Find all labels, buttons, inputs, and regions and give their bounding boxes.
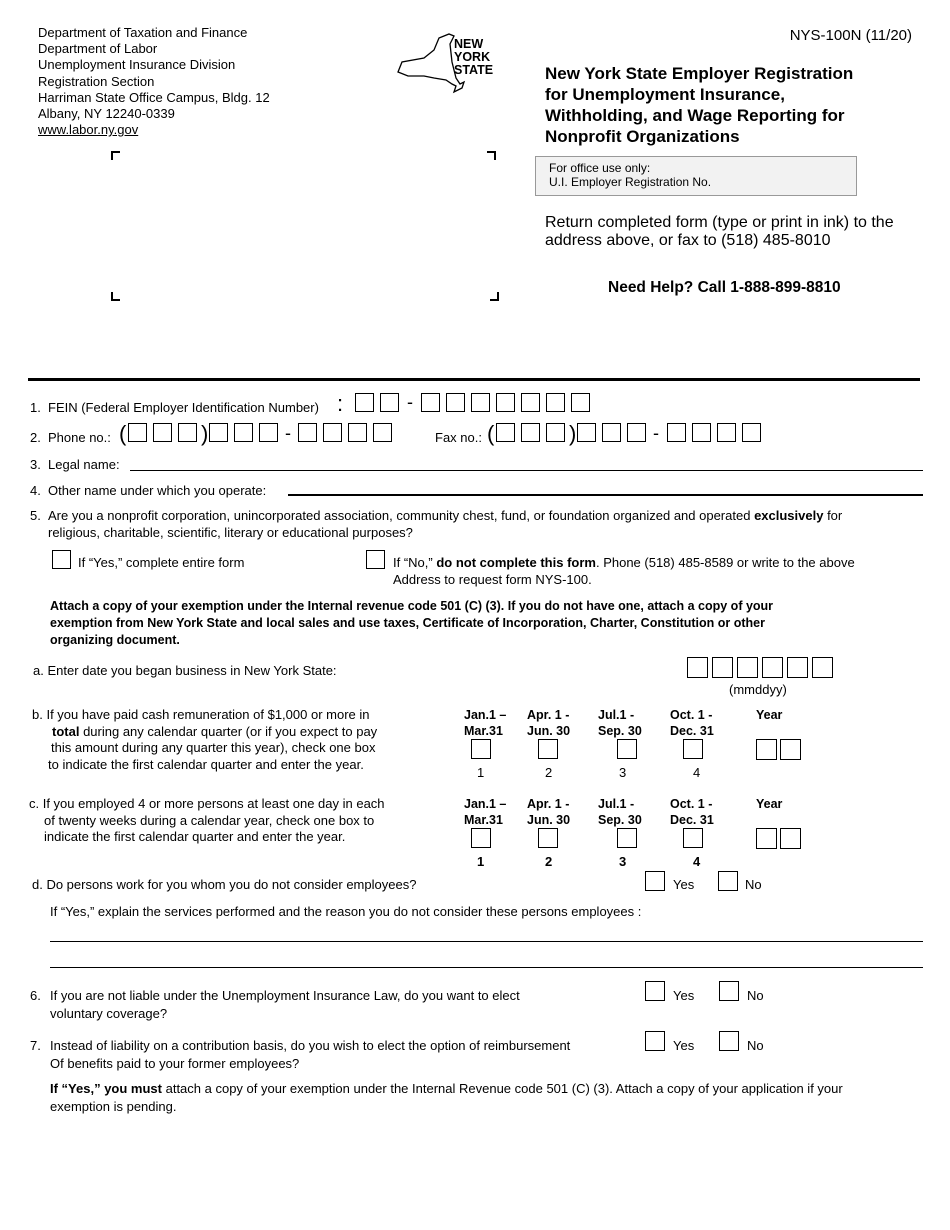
fax-digit-box[interactable] <box>692 423 711 442</box>
qc-quarter-header: Oct. 1 - Dec. 31 <box>670 797 714 827</box>
q6-question: If you are not liable under the Unemployment Insurance Law, do you want to elect voluntary coverage? <box>50 988 520 1021</box>
corner-mark <box>490 292 499 301</box>
fein-colon: : <box>337 391 344 416</box>
qd-explain-prompt: If “Yes,” explain the services performed and the reason you do not consider these persons employees : <box>50 904 642 919</box>
qd-explain-line[interactable] <box>50 941 923 942</box>
fax-digit-box[interactable] <box>546 423 565 442</box>
fein-digit-box[interactable] <box>521 393 540 412</box>
qb-year-digit-box[interactable] <box>756 739 777 760</box>
date-digit-box[interactable] <box>762 657 783 678</box>
qb-year-digit-box[interactable] <box>780 739 801 760</box>
fein-dash: - <box>407 392 413 412</box>
other-name-label: Other name under which you operate: <box>48 483 267 498</box>
q6-no-checkbox[interactable] <box>719 981 739 1001</box>
qc-quarter-number: 4 <box>693 854 701 869</box>
logo-text: YORK <box>454 50 491 64</box>
fein-digit-box[interactable] <box>446 393 465 412</box>
fein-digit-box[interactable] <box>355 393 374 412</box>
form-id: NYS-100N (11/20) <box>789 27 912 44</box>
q6-number: 6. <box>30 988 41 1003</box>
fax-paren-close: ) <box>569 421 577 446</box>
fein-digit-box[interactable] <box>471 393 490 412</box>
legal-name-field[interactable] <box>130 470 923 471</box>
qb-quarter-number: 1 <box>477 765 485 780</box>
q4-number: 4. <box>30 483 41 498</box>
qc-quarter-number: 2 <box>545 854 553 869</box>
title-line: for Unemployment Insurance, <box>545 85 785 104</box>
ui-registration-field: U.I. Employer Registration No. <box>549 175 712 189</box>
address-line: Department of Labor <box>38 41 158 57</box>
qc-year-digit-box[interactable] <box>756 828 777 849</box>
corner-mark <box>487 151 496 160</box>
phone-digit-box[interactable] <box>373 423 392 442</box>
fax-digit-box[interactable] <box>577 423 596 442</box>
q7-question: Instead of liability on a contribution basis, do you wish to elect the option of reimbursement Of benefits paid to your former employees? <box>50 1038 571 1071</box>
q2-number: 2. <box>30 430 41 445</box>
phone-digit-box[interactable] <box>323 423 342 442</box>
fax-dash: - <box>653 423 659 443</box>
qb-quarter-header: Oct. 1 - Dec. 31 <box>670 708 714 738</box>
phone-digit-box[interactable] <box>128 423 147 442</box>
q3-number: 3. <box>30 457 41 472</box>
qa-label: a. Enter date you began business in New York State: <box>33 663 337 678</box>
attach-instructions: Attach a copy of your exemption under the Internal revenue code 501 (C) (3). If you do not have one, attach a copy of your exemption from New York State and local sales and use taxes, Certificate of Incorporation, Charter, Constitution or other organizing document. <box>50 599 774 647</box>
q7-no-checkbox[interactable] <box>719 1031 739 1051</box>
q6-no-label: No <box>747 988 764 1003</box>
fein-digit-box[interactable] <box>421 393 440 412</box>
qb-quarter-header: Apr. 1 - Jun. 30 <box>527 708 571 738</box>
q5-yes-label: If “Yes,” complete entire form <box>78 555 245 570</box>
logo-text: NEW <box>454 37 484 51</box>
qc-quarter-checkbox[interactable] <box>683 828 703 848</box>
qb-quarter-checkbox[interactable] <box>683 739 703 759</box>
q5-number: 5. <box>30 508 41 523</box>
q7-number: 7. <box>30 1038 41 1053</box>
phone-digit-box[interactable] <box>209 423 228 442</box>
date-digit-box[interactable] <box>787 657 808 678</box>
logo-text: STATE <box>454 63 494 77</box>
date-digit-box[interactable] <box>712 657 733 678</box>
address-line: Registration Section <box>38 73 155 89</box>
qc-year-header: Year <box>756 797 783 811</box>
q6-yes-label: Yes <box>673 988 695 1003</box>
nys-logo <box>394 32 504 98</box>
date-digit-box[interactable] <box>812 657 833 678</box>
other-name-field[interactable] <box>288 494 923 496</box>
corner-mark <box>111 151 120 160</box>
fein-digit-box[interactable] <box>496 393 515 412</box>
qd-label: d. Do persons work for you whom you do not consider employees? <box>32 877 417 892</box>
address-line: Unemployment Insurance Division <box>38 57 236 73</box>
qc-text: c. If you employed 4 or more persons at least one day in each of twenty weeks during a calendar year, check one box to indicate the first calendar quarter and enter the year. <box>29 796 385 844</box>
fax-digit-box[interactable] <box>521 423 540 442</box>
fax-digit-box[interactable] <box>667 423 686 442</box>
website-link[interactable]: www.labor.ny.gov <box>38 122 139 138</box>
qd-yes-checkbox[interactable] <box>645 871 665 891</box>
office-use-box <box>535 156 857 196</box>
phone-paren-open: ( <box>119 421 127 446</box>
q7-yes-label: Yes <box>673 1038 695 1053</box>
fax-digit-box[interactable] <box>742 423 761 442</box>
return-instructions: Return completed form (type or print in ink) to the address above, or fax to (518) 485-8010 <box>545 214 894 249</box>
title-line: Nonprofit Organizations <box>545 127 740 146</box>
qb-quarter-checkbox[interactable] <box>538 739 558 759</box>
fax-digit-box[interactable] <box>627 423 646 442</box>
address-line: Albany, NY 12240-0339 <box>38 106 175 122</box>
qc-quarter-number: 3 <box>619 854 627 869</box>
address-line: Harriman State Office Campus, Bldg. 12 <box>38 89 270 105</box>
qb-quarter-number: 3 <box>619 765 627 780</box>
help-line: Need Help? Call 1-888-899-8810 <box>608 279 841 296</box>
q1-number: 1. <box>30 400 41 415</box>
qd-no-checkbox[interactable] <box>718 871 738 891</box>
address-line: Department of Taxation and Finance <box>38 25 248 40</box>
qb-text: b. If you have paid cash remuneration of $1,000 or more in total during any calendar quarter (or if you expect to pay this amount during any quarter this year), check one box to indicate the first calendar quarter and enter the year. <box>32 707 378 772</box>
fein-digit-box[interactable] <box>546 393 565 412</box>
q7-yes-checkbox[interactable] <box>645 1031 665 1051</box>
q7-no-label: No <box>747 1038 764 1053</box>
q7-note: If “Yes,” you must attach a copy of your exemption under the Internal Revenue code 501 (C) (3). Attach a copy of your application if your exemption is pending. <box>50 1081 843 1114</box>
qb-year-header: Year <box>756 708 783 722</box>
date-digit-box[interactable] <box>687 657 708 678</box>
fax-digit-box[interactable] <box>602 423 621 442</box>
fein-label: FEIN (Federal Employer Identification Number) <box>48 400 319 415</box>
qd-no-label: No <box>745 877 762 892</box>
q5-no-checkbox[interactable] <box>366 550 385 569</box>
qc-quarter-checkbox[interactable] <box>471 828 491 848</box>
qb-quarter-header: Jan.1 – Mar.31 <box>464 708 507 738</box>
fax-digit-box[interactable] <box>496 423 515 442</box>
legal-name-label: Legal name: <box>48 457 120 472</box>
date-digit-box[interactable] <box>737 657 758 678</box>
qb-quarter-number: 2 <box>545 765 553 780</box>
fein-digit-box[interactable] <box>571 393 590 412</box>
phone-digit-box[interactable] <box>178 423 197 442</box>
phone-label: Phone no.: <box>48 430 111 445</box>
q5-no-label: If “No,” do not complete this form. Phone (518) 485-8589 or write to the above Address to request form NYS-100. <box>393 555 855 587</box>
title-line: Withholding, and Wage Reporting for <box>545 106 845 125</box>
qc-quarter-header: Jul.1 - Sep. 30 <box>598 797 642 827</box>
phone-digit-box[interactable] <box>153 423 172 442</box>
qd-explain-line[interactable] <box>50 967 923 968</box>
fax-paren-open: ( <box>487 421 495 446</box>
fein-digit-box[interactable] <box>380 393 399 412</box>
qb-quarter-checkbox[interactable] <box>471 739 491 759</box>
form-title <box>545 63 853 147</box>
qc-quarter-checkbox[interactable] <box>617 828 637 848</box>
phone-paren-close: ) <box>201 421 209 446</box>
qb-quarter-checkbox[interactable] <box>617 739 637 759</box>
qc-year-digit-box[interactable] <box>780 828 801 849</box>
q5-question: Are you a nonprofit corporation, unincorporated association, community chest, fund, or foundation organized and operated exclusively for religious, charitable, scientific, literary or educational purposes? <box>48 508 843 540</box>
qd-yes-label: Yes <box>673 877 695 892</box>
phone-digit-box[interactable] <box>259 423 278 442</box>
agency-address <box>38 25 270 138</box>
q6-yes-checkbox[interactable] <box>645 981 665 1001</box>
qb-quarter-header: Jul.1 - Sep. 30 <box>598 708 642 738</box>
title-line: New York State Employer Registration <box>545 64 854 83</box>
qc-quarter-header: Jan.1 – Mar.31 <box>464 797 507 827</box>
phone-digit-box[interactable] <box>234 423 253 442</box>
office-use-label: For office use only: <box>549 161 651 175</box>
fax-digit-box[interactable] <box>717 423 736 442</box>
date-format-hint: (mmddyy) <box>729 682 787 697</box>
header-divider <box>28 378 920 381</box>
qc-quarter-header: Apr. 1 - Jun. 30 <box>527 797 571 827</box>
phone-dash: - <box>285 423 291 443</box>
qc-quarter-number: 1 <box>477 854 485 869</box>
qb-quarter-number: 4 <box>693 765 701 780</box>
corner-mark <box>111 292 120 301</box>
fax-label: Fax no.: <box>435 430 482 445</box>
phone-digit-box[interactable] <box>298 423 317 442</box>
qc-quarter-checkbox[interactable] <box>538 828 558 848</box>
phone-digit-box[interactable] <box>348 423 367 442</box>
q5-yes-checkbox[interactable] <box>52 550 71 569</box>
